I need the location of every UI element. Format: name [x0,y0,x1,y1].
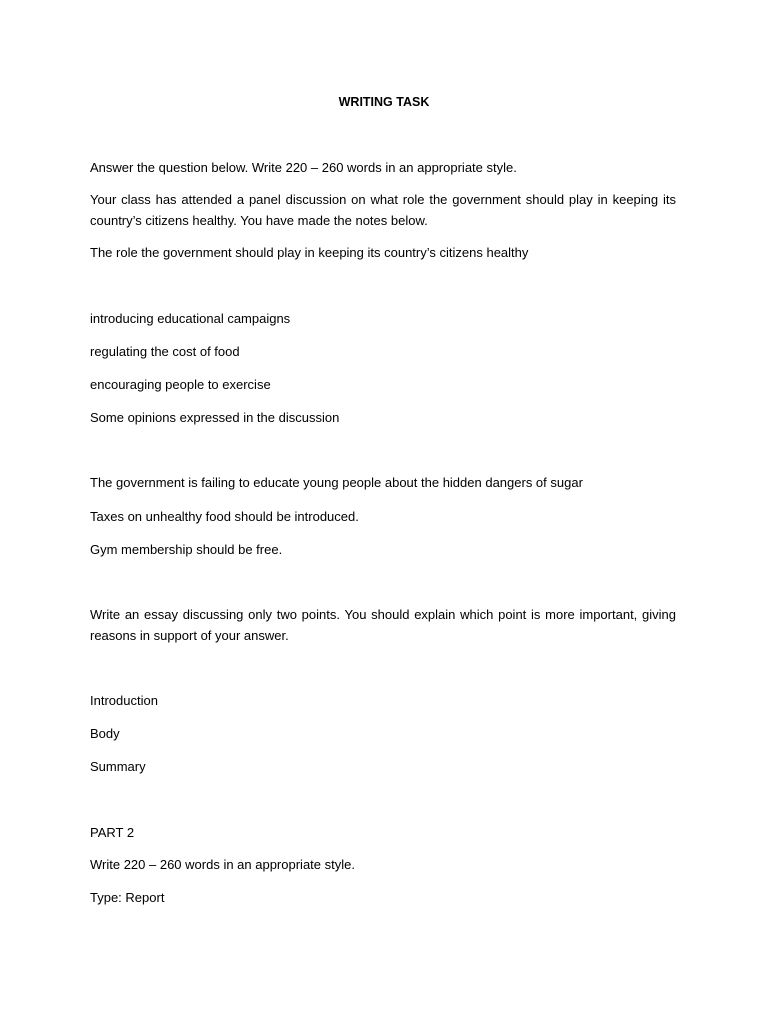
context-paragraph: Your class has attended a panel discussion on what role the government should play in keeping its country’s citizens healthy. You have made the notes below. [90,192,676,228]
part2-type: Type: Report [90,890,165,905]
opinion-item-gym: Gym membership should be free. [90,542,283,557]
instruction-text: Answer the question below. Write 220 – 260 words in an appropriate style. [90,160,517,175]
note-item-encouraging-exercise: encouraging people to exercise [90,377,271,392]
part2-heading: PART 2 [90,825,135,840]
note-item-regulating-food-cost: regulating the cost of food [90,344,240,359]
structure-item-body: Body [90,726,120,741]
page-title: WRITING TASK [338,95,430,109]
structure-item-summary: Summary [90,759,146,774]
part2-instruction: Write 220 – 260 words in an appropriate style. [90,857,355,872]
structure-item-introduction: Introduction [90,693,158,708]
opinion-item-sugar: The government is failing to educate young people about the hidden dangers of sugar [90,475,583,490]
opinion-item-taxes: Taxes on unhealthy food should be introduced. [90,509,359,524]
notes-heading: The role the government should play in keeping its country’s citizens healthy [90,245,529,260]
opinions-heading: Some opinions expressed in the discussion [90,410,340,425]
note-item-educational-campaigns: introducing educational campaigns [90,311,291,326]
task-paragraph: Write an essay discussing only two points. You should explain which point is more important, giving reasons in support of your answer. [90,607,676,643]
